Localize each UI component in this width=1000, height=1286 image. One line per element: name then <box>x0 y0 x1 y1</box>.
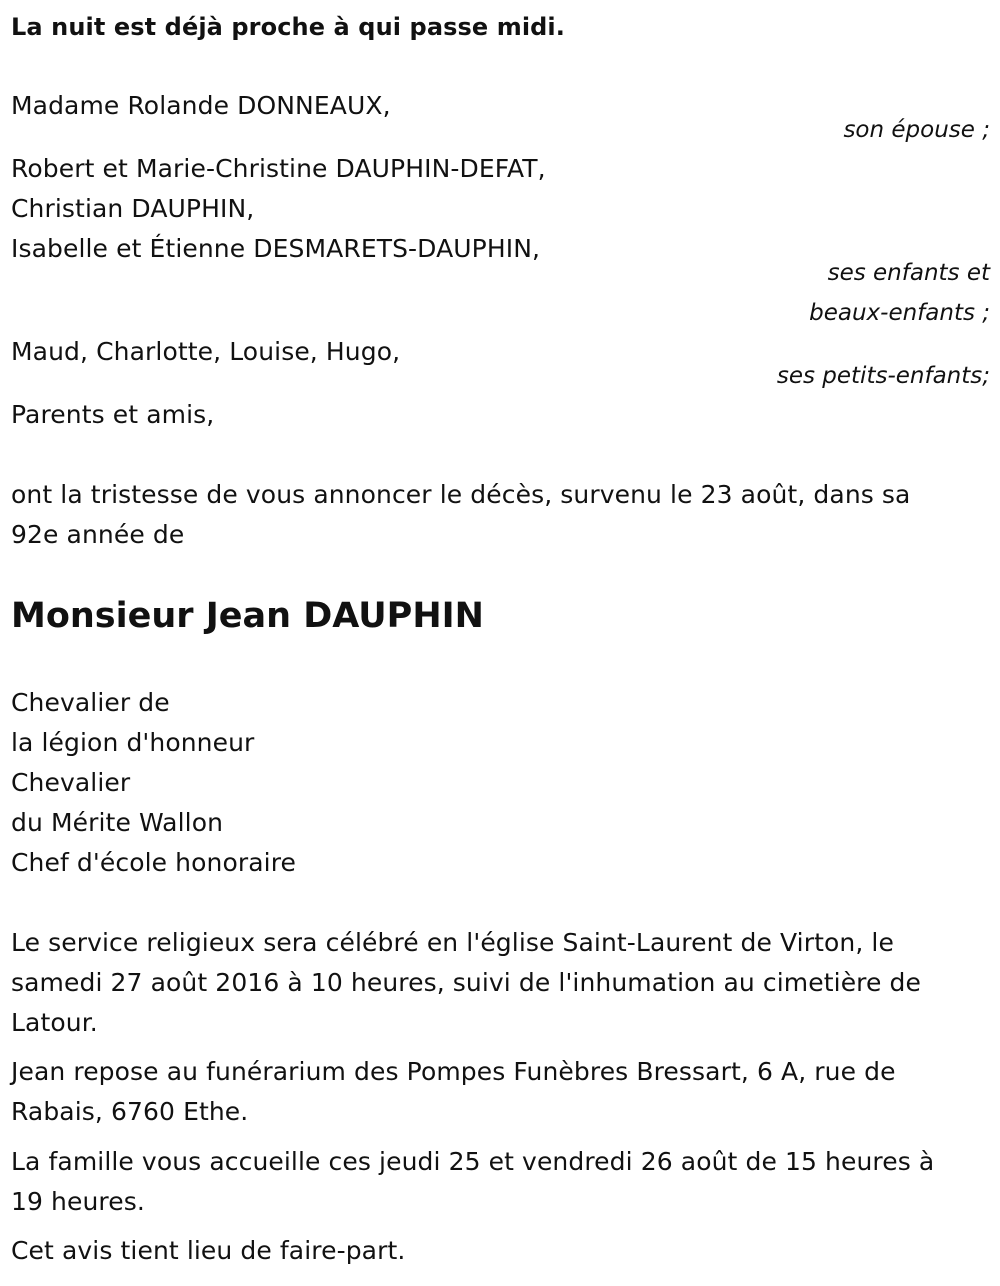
title-line-5: Chef d'école honoraire <box>11 848 297 877</box>
title-line-1: Chevalier de <box>11 688 170 717</box>
repose-line-2: Rabais, 6760 Ethe. <box>11 1097 249 1126</box>
service-line-3: Latour. <box>11 1008 98 1037</box>
spouse-name: Madame Rolande DONNEAUX, <box>11 91 391 120</box>
title-line-4: du Mérite Wallon <box>11 808 224 837</box>
child-name-2: Christian DAUPHIN, <box>11 194 255 223</box>
closing-line: Cet avis tient lieu de faire-part. <box>11 1236 406 1265</box>
repose-line-1: Jean repose au funérarium des Pompes Funèbres Bressart, 6 A, rue de <box>11 1057 896 1086</box>
service-line-2: samedi 27 août 2016 à 10 heures, suivi de l'inhumation au cimetière de <box>11 968 921 997</box>
grandchildren-role: ses petits-enfants; <box>776 363 990 389</box>
deceased-name: Monsieur Jean DAUPHIN <box>11 596 484 636</box>
child-name-3: Isabelle et Étienne DESMARETS-DAUPHIN, <box>11 234 541 263</box>
grandchildren-names: Maud, Charlotte, Louise, Hugo, <box>11 337 401 366</box>
spouse-role: son épouse ; <box>843 117 990 143</box>
title-line-2: la légion d'honneur <box>11 728 255 757</box>
opening-quote: La nuit est déjà proche à qui passe midi. <box>11 13 565 41</box>
child-name-1: Robert et Marie-Christine DAUPHIN-DEFAT, <box>11 154 546 183</box>
announcement-line-2: 92e année de <box>11 520 185 549</box>
visit-line-2: 19 heures. <box>11 1187 145 1216</box>
service-line-1: Le service religieux sera célébré en l'église Saint-Laurent de Virton, le <box>11 928 894 957</box>
children-role-line2: beaux-enfants ; <box>809 300 990 326</box>
relatives-line: Parents et amis, <box>11 400 215 429</box>
visit-line-1: La famille vous accueille ces jeudi 25 et vendredi 26 août de 15 heures à <box>11 1147 935 1176</box>
title-line-3: Chevalier <box>11 768 131 797</box>
children-role-line1: ses enfants et <box>827 260 990 286</box>
announcement-line-1: ont la tristesse de vous annoncer le décès, survenu le 23 août, dans sa <box>11 480 911 509</box>
